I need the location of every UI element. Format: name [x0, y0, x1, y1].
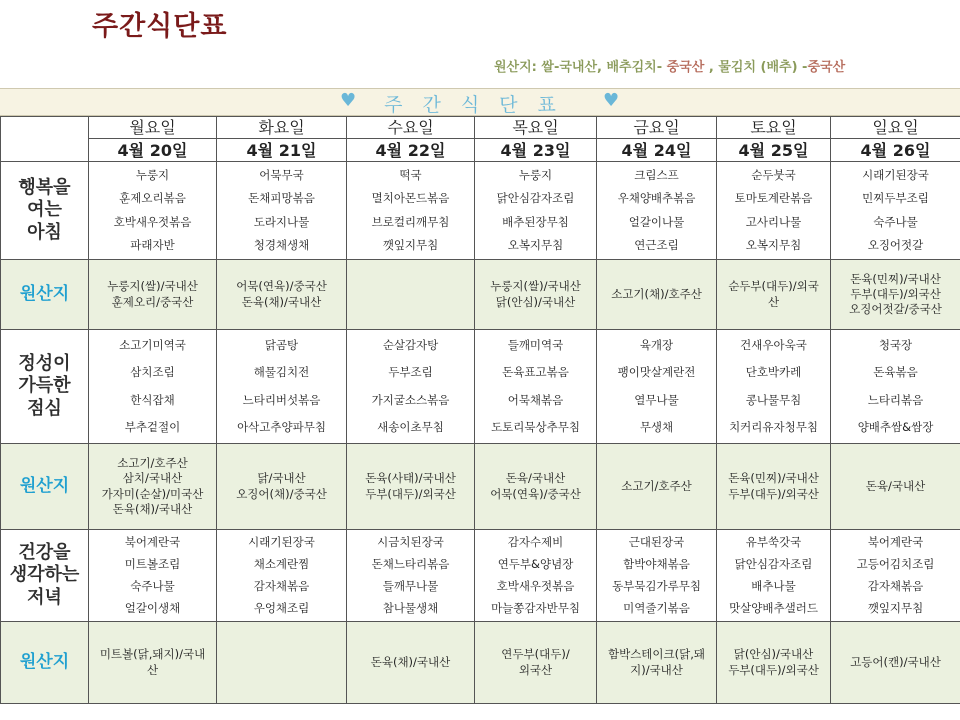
menu-item: 멸치아몬드볶음 [371, 191, 450, 206]
dinner-label-line: 건강을 [18, 541, 71, 563]
menu-item: 건새우아욱국 [740, 337, 807, 352]
page-title: 주간식단표 [92, 11, 228, 42]
menu-item: 돈채피망볶음 [248, 191, 315, 206]
origin-note-part2: , 물김치 (배추) - [704, 60, 808, 75]
menu-item: 참나물생채 [382, 601, 439, 616]
day-name: 화요일 [217, 117, 347, 139]
menu-item: 육개장 [639, 337, 674, 352]
menu-item: 토마토계란볶음 [734, 191, 813, 206]
origin-line: 연두부(대두)/ [501, 647, 570, 662]
origin-line: 외국산 [518, 662, 553, 677]
menu-item: 도토리묵상추무침 [491, 420, 580, 435]
lunch-origin-row [1, 444, 960, 530]
origin-line: 두부(대두)/외국산 [365, 486, 456, 501]
menu-item: 오복지무침 [507, 238, 564, 253]
lunch-row [1, 330, 960, 444]
menu-item: 열무나물 [634, 392, 679, 407]
corner-cell [1, 117, 89, 162]
breakfast-origin-cell [475, 260, 597, 330]
origin-line: 어묵(연육)/중국산 [490, 486, 581, 501]
menu-item: 가지굴소스볶음 [371, 392, 450, 407]
menu-item: 소고기미역국 [119, 337, 186, 352]
origin-line: 누룽지(쌀)/국내산 [107, 279, 198, 294]
menu-item: 호박새우젓볶음 [496, 579, 575, 594]
breakfast-origin-cell [597, 260, 717, 330]
dinner-origin-cell [597, 622, 717, 704]
breakfast-menu-cell [475, 162, 597, 260]
dinner-origin-cell [217, 622, 347, 704]
origin-line: 돈육/국내산 [865, 479, 926, 494]
origin-line: 돈육(채)/국내산 [241, 294, 322, 309]
menu-item: 느타리볶음 [867, 392, 924, 407]
date-cell: 4월 26일 [831, 139, 960, 162]
menu-item: 시래기된장국 [862, 167, 929, 182]
cell-lines [717, 332, 830, 442]
day-name: 금요일 [597, 117, 717, 139]
menu-item: 순두붓국 [751, 167, 796, 182]
breakfast-menu-cell [347, 162, 475, 260]
menu-item: 고사리나물 [745, 214, 802, 229]
menu-table [0, 116, 960, 704]
dinner-menu-cell [831, 530, 960, 622]
cell-lines [347, 532, 474, 620]
dinner-menu-cell [597, 530, 717, 622]
menu-item: 크림스프 [634, 167, 679, 182]
menu-item: 닭안심감자조림 [734, 557, 813, 572]
menu-item: 느타리버섯볶음 [242, 392, 321, 407]
menu-item: 들깨무나물 [382, 579, 439, 594]
dinner-menu-cell [89, 530, 217, 622]
dinner-menu-cell [475, 530, 597, 622]
cell-lines [475, 164, 596, 258]
origin-line: 두부(대두)/외국산 [728, 662, 819, 677]
lunch-label-line: 점심 [27, 397, 62, 419]
origin-line: 두부(대두)/외국산 [728, 486, 819, 501]
lunch-menu-cell [347, 330, 475, 444]
menu-item: 삼치조림 [130, 365, 175, 380]
origin-line: 산 [767, 294, 780, 309]
origin-line: 지)/국내산 [630, 662, 683, 677]
menu-item: 깻잎지무침 [382, 238, 439, 253]
origin-line: 닭(안심)/국내산 [495, 294, 576, 309]
dinner-label [1, 530, 89, 622]
menu-item: 민찌두부조림 [862, 191, 929, 206]
menu-item: 연두부&양념장 [497, 557, 574, 572]
menu-item: 배추된장무침 [502, 214, 569, 229]
breakfast-origin-label: 원산지 [1, 260, 89, 330]
cell-lines [717, 164, 830, 258]
menu-item: 연근조림 [634, 238, 679, 253]
menu-item: 얼갈이나물 [628, 214, 685, 229]
origin-note-china1: 중국산 [666, 60, 705, 75]
cell-lines [717, 532, 830, 620]
origin-line: 오징어(채)/중국산 [236, 486, 327, 501]
date-cell: 4월 24일 [597, 139, 717, 162]
heart-icon: ♥ [340, 90, 357, 111]
menu-item: 돈채느타리볶음 [371, 557, 450, 572]
breakfast-origin-row [1, 260, 960, 330]
menu-item: 돈육표고볶음 [502, 365, 569, 380]
menu-item: 닭안심감자조림 [496, 191, 575, 206]
origin-line: 순두부(대두)/외국 [728, 279, 819, 294]
breakfast-menu-cell [597, 162, 717, 260]
cell-lines [217, 164, 346, 258]
cell-lines [347, 332, 474, 442]
menu-item: 무생채 [639, 420, 674, 435]
menu-item: 미트볼조림 [124, 557, 181, 572]
lunch-menu-cell [89, 330, 217, 444]
dinner-label-line: 생각하는 [9, 564, 80, 586]
menu-item: 브로컬리깨무침 [371, 214, 450, 229]
dinner-origin-label: 원산지 [1, 622, 89, 704]
menu-item: 한식잡채 [130, 392, 175, 407]
lunch-origin-cell [217, 444, 347, 530]
menu-item: 시금치된장국 [377, 535, 444, 550]
menu-item: 배추나물 [751, 579, 796, 594]
origin-line: 어묵(연육)/중국산 [236, 279, 327, 294]
menu-item: 돈육볶음 [873, 365, 918, 380]
lunch-origin-cell [717, 444, 831, 530]
menu-item: 순살감자탕 [382, 337, 439, 352]
dinner-origin-cell [475, 622, 597, 704]
menu-item: 누룽지 [518, 167, 553, 182]
origin-note-china2: 중국산 [807, 60, 846, 75]
dinner-origin-cell [717, 622, 831, 704]
cell-lines [831, 532, 960, 620]
menu-item: 청경채생채 [253, 238, 310, 253]
lunch-origin-cell [475, 444, 597, 530]
menu-item: 시래기된장국 [248, 535, 315, 550]
origin-line: 미트볼(닭,돼지)/국내 [99, 647, 206, 662]
menu-item: 유부쑥갓국 [745, 535, 802, 550]
cell-lines [475, 532, 596, 620]
menu-item: 아삭고추양파무침 [237, 420, 326, 435]
date-cell: 4월 20일 [89, 139, 217, 162]
menu-item: 어묵무국 [259, 167, 304, 182]
cell-lines [597, 164, 716, 258]
day-name: 일요일 [831, 117, 960, 139]
menu-item: 고등어김치조림 [856, 557, 935, 572]
origin-line: 훈제오리/중국산 [111, 294, 194, 309]
date-cell: 4월 22일 [347, 139, 475, 162]
lunch-origin-cell [89, 444, 217, 530]
breakfast-origin-cell [89, 260, 217, 330]
menu-item: 동부묵김가루무침 [612, 579, 701, 594]
breakfast-menu-cell [217, 162, 347, 260]
menu-item: 두부조림 [388, 365, 433, 380]
dinner-origin-row [1, 622, 960, 704]
cell-lines [217, 532, 346, 620]
breakfast-origin-cell [831, 260, 960, 330]
lunch-label-line: 가득한 [18, 375, 71, 397]
cell-lines [89, 332, 216, 442]
menu-item: 근대된장국 [628, 535, 685, 550]
lunch-menu-cell [597, 330, 717, 444]
origin-line: 삼치/국내산 [122, 471, 183, 486]
breakfast-row [1, 162, 960, 260]
origin-note-part1: 원산지: 쌀-국내산, 배추김치- [494, 60, 667, 75]
lunch-origin-cell [347, 444, 475, 530]
menu-item: 치커리유자청무침 [729, 420, 818, 435]
menu-item: 우엉채조림 [253, 601, 310, 616]
dinner-label-line: 저녁 [27, 586, 62, 608]
menu-item: 누룽지 [135, 167, 170, 182]
date-header-row [1, 139, 960, 162]
title-banner [0, 88, 960, 116]
day-name: 토요일 [717, 117, 831, 139]
lunch-menu-cell [831, 330, 960, 444]
menu-item: 채소계란찜 [253, 557, 310, 572]
menu-item: 훈제오리볶음 [119, 191, 186, 206]
lunch-label [1, 330, 89, 444]
cell-lines [831, 332, 960, 442]
breakfast-menu-cell [89, 162, 217, 260]
day-name: 수요일 [347, 117, 475, 139]
lunch-origin-label: 원산지 [1, 444, 89, 530]
origin-line: 오징어젓갈/중국산 [849, 302, 942, 317]
lunch-menu-cell [717, 330, 831, 444]
origin-line: 닭(안심)/국내산 [733, 647, 814, 662]
origin-line: 돈육/국내산 [505, 471, 566, 486]
menu-item: 숙주나물 [873, 214, 918, 229]
origin-line: 소고기(채)/호주산 [611, 287, 702, 302]
origin-line: 돈육(채)/국내산 [112, 501, 193, 516]
menu-item: 오복지무침 [745, 238, 802, 253]
origin-note [494, 56, 845, 75]
cell-lines [217, 332, 346, 442]
origin-line: 돈육(채)/국내산 [370, 655, 451, 670]
date-cell: 4월 25일 [717, 139, 831, 162]
origin-line: 함박스테이크(닭,돼 [607, 647, 705, 662]
menu-item: 북어계란국 [124, 535, 181, 550]
menu-item: 북어계란국 [867, 535, 924, 550]
menu-item: 오징어젓갈 [867, 238, 924, 253]
breakfast-origin-cell [217, 260, 347, 330]
menu-item: 얼갈이생채 [124, 601, 181, 616]
menu-item: 미역줄기볶음 [623, 601, 690, 616]
menu-item: 팽이맛살계란전 [617, 365, 696, 380]
menu-item: 맛살양배추샐러드 [729, 601, 818, 616]
menu-item: 어묵채볶음 [507, 392, 564, 407]
breakfast-label-line: 아침 [27, 221, 62, 243]
dinner-origin-cell [831, 622, 960, 704]
menu-item: 함박야채볶음 [623, 557, 690, 572]
origin-line: 두부(대두)/외국산 [850, 287, 941, 302]
cell-lines [475, 332, 596, 442]
dinner-origin-cell [89, 622, 217, 704]
menu-item: 감자수제비 [507, 535, 564, 550]
day-name: 월요일 [89, 117, 217, 139]
menu-item: 떡국 [399, 167, 422, 182]
menu-item: 단호박카레 [745, 365, 802, 380]
lunch-label-line: 정성이 [18, 352, 71, 374]
menu-item: 감자채볶음 [867, 579, 924, 594]
menu-item: 감자채볶음 [253, 579, 310, 594]
lunch-menu-cell [217, 330, 347, 444]
menu-item: 우채양배추볶음 [617, 191, 696, 206]
origin-line: 고등어(캔)/국내산 [850, 655, 941, 670]
menu-item: 새송이초무침 [377, 420, 444, 435]
origin-line: 소고기/호주산 [117, 456, 188, 471]
breakfast-menu-cell [717, 162, 831, 260]
menu-item: 해물김치전 [253, 365, 310, 380]
menu-item: 부추겉절이 [124, 420, 181, 435]
date-cell: 4월 21일 [217, 139, 347, 162]
dinner-menu-cell [347, 530, 475, 622]
lunch-menu-cell [475, 330, 597, 444]
menu-item: 숙주나물 [130, 579, 175, 594]
dinner-menu-cell [717, 530, 831, 622]
breakfast-origin-cell [347, 260, 475, 330]
menu-item: 콩나물무침 [745, 392, 802, 407]
cell-lines [831, 164, 960, 258]
menu-item: 마늘쫑감자반무침 [491, 601, 580, 616]
menu-item: 깻잎지무침 [867, 601, 924, 616]
lunch-origin-cell [597, 444, 717, 530]
cell-lines [597, 332, 716, 442]
origin-line: 산 [146, 662, 159, 677]
dinner-row [1, 530, 960, 622]
origin-line: 돈육(사태)/국내산 [365, 471, 456, 486]
banner-title: 주간식단표 [384, 94, 576, 116]
origin-line: 가자미(순살)/미국산 [101, 486, 204, 501]
menu-item: 호박새우젓볶음 [113, 214, 192, 229]
origin-line: 소고기/호주산 [621, 479, 692, 494]
menu-item: 닭곰탕 [264, 337, 299, 352]
lunch-origin-cell [831, 444, 960, 530]
breakfast-label-line: 행복을 [18, 176, 71, 198]
dinner-menu-cell [217, 530, 347, 622]
heart-icon: ♥ [603, 90, 620, 111]
menu-item: 파래자반 [130, 238, 175, 253]
day-name: 목요일 [475, 117, 597, 139]
menu-item: 들깨미역국 [507, 337, 564, 352]
day-header-row [1, 117, 960, 139]
cell-lines [347, 164, 474, 258]
menu-item: 양배추쌈&쌈장 [857, 420, 934, 435]
origin-line: 닭/국내산 [257, 471, 306, 486]
date-cell: 4월 23일 [475, 139, 597, 162]
cell-lines [89, 164, 216, 258]
origin-line: 누룽지(쌀)/국내산 [490, 279, 581, 294]
menu-item: 도라지나물 [253, 214, 310, 229]
breakfast-label-line: 여는 [27, 199, 62, 221]
origin-line: 돈육(민찌)/국내산 [728, 471, 819, 486]
origin-line: 돈육(민찌)/국내산 [850, 271, 941, 286]
dinner-origin-cell [347, 622, 475, 704]
menu-item: 청국장 [878, 337, 913, 352]
breakfast-origin-cell [717, 260, 831, 330]
breakfast-label [1, 162, 89, 260]
cell-lines [89, 532, 216, 620]
cell-lines [597, 532, 716, 620]
breakfast-menu-cell [831, 162, 960, 260]
